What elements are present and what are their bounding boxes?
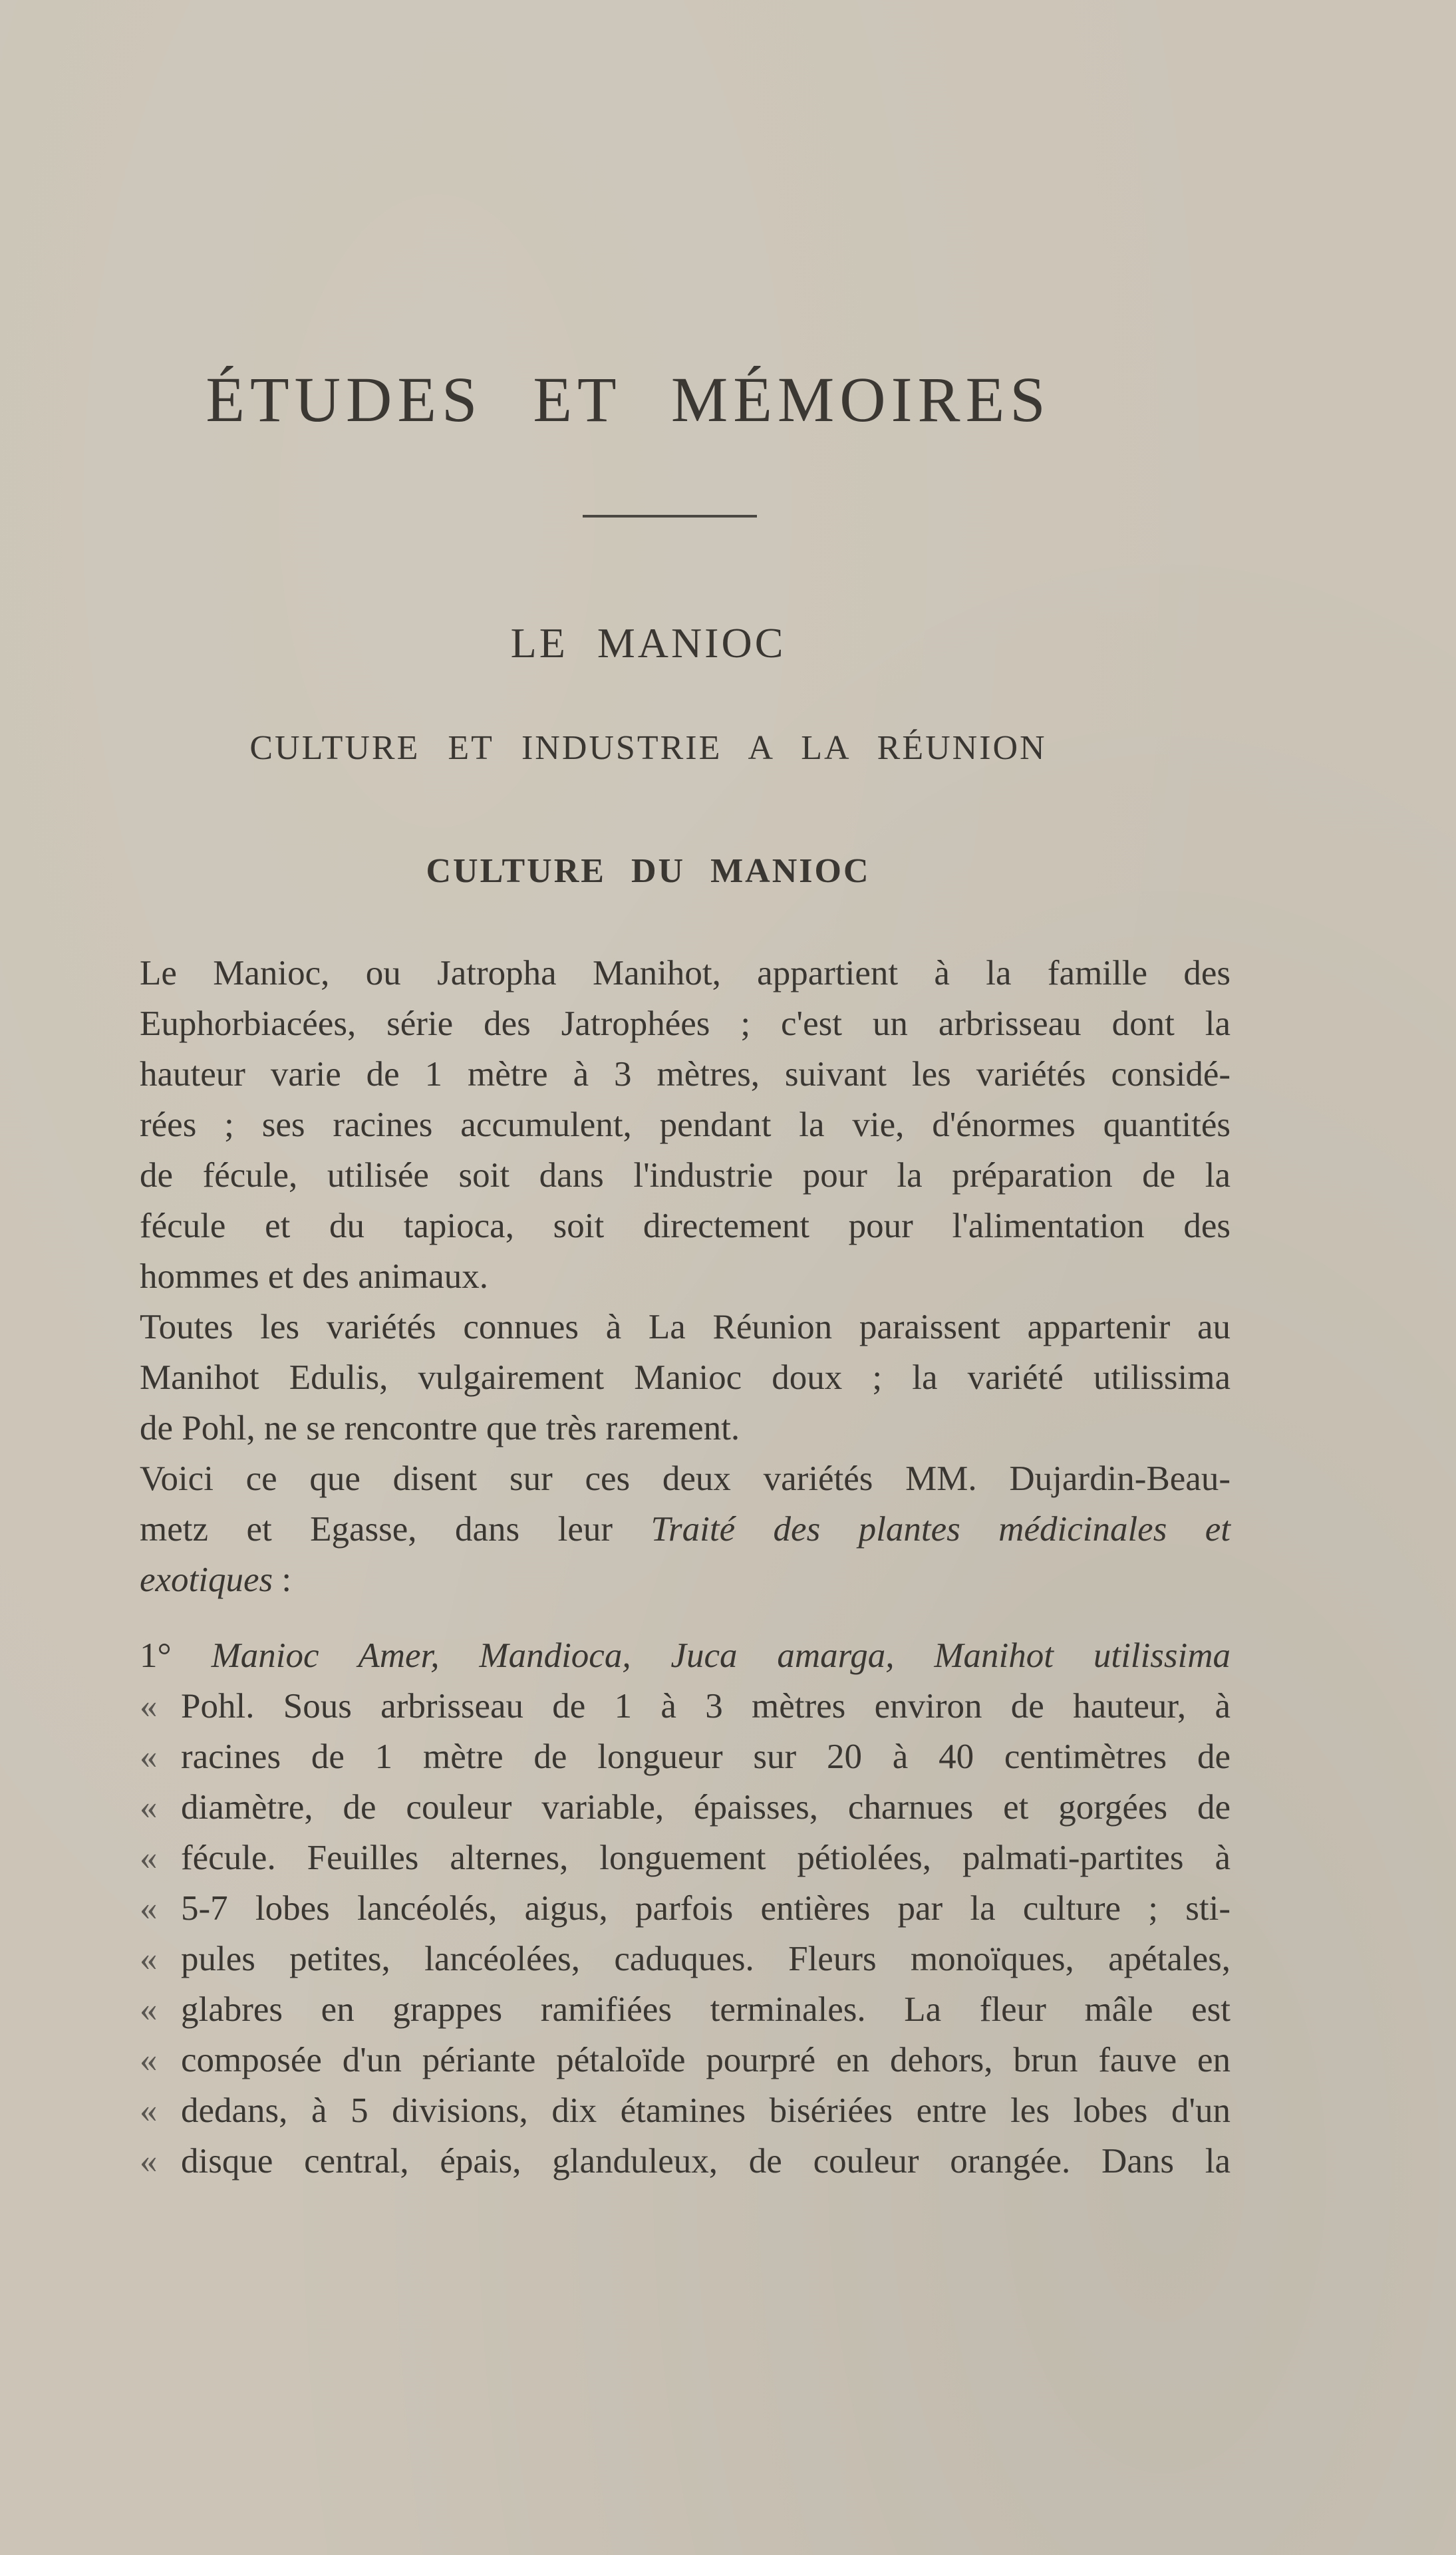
title-rule [583,515,757,518]
text-line [140,1555,1231,1605]
text-line: Manihot Edulis, vulgairement Manioc doux ; la variété utilissima [140,1358,1231,1397]
quotation [140,1630,1231,2186]
book-title-italic: Traité des plantes médicinales et [651,1510,1231,1549]
text-line: Euphorbiacées, série des Jatrophées ; c'est un arbrisseau dont la [140,1004,1231,1043]
quote-line: « disque central, épais, glanduleux, de couleur orangée. Dans la [140,2136,1231,2186]
text-line [140,1504,1231,1555]
list-number: 1° [140,1636,172,1675]
quote-mark: « [140,2041,158,2079]
quote-mark: « [140,1737,158,1776]
section-title: ÉTUDES ET MÉMOIRES [206,364,1051,435]
text-run: : [273,1561,292,1599]
quote-line: « dedans, à 5 divisions, dix étamines bisériées entre les lobes d'un [140,2085,1231,2136]
body-text [140,948,1231,2186]
paragraph-3 [140,1453,1231,1605]
text-line: Voici ce que disent sur ces deux variétés MM. Dujardin-Beau- [140,1459,1231,1498]
quote-mark: « [140,1687,158,1726]
article-title: LE MANIOC [510,619,786,667]
quote-mark: « [140,1990,158,2029]
text-line: de Pohl, ne se rencontre que très rarement. [140,1409,740,1447]
text-run: metz et Egasse, dans leur [140,1510,613,1549]
species-names-italic: Manioc Amer, Mandioca, Juca amarga, Manihot utilissima [211,1636,1231,1675]
text-line: hauteur varie de 1 mètre à 3 mètres, suivant les variétés considé- [140,1055,1231,1094]
quote-line: « Pohl. Sous arbrisseau de 1 à 3 mètres environ de hauteur, à [140,1681,1231,1731]
quote-line: « pules petites, lancéolées, caduques. Fleurs monoïques, apétales, [140,1934,1231,1984]
article-subtitle: CULTURE ET INDUSTRIE A LA RÉUNION [249,729,1047,767]
quote-line: « 5-7 lobes lancéolés, aigus, parfois entières par la culture ; sti- [140,1883,1231,1934]
text-line: Toutes les variétés connues à La Réunion paraissent appartenir au [140,1308,1231,1346]
quote-mark: « [140,2091,158,2130]
paragraph-2 [140,1302,1231,1453]
quote-line: « composée d'un périante pétaloïde pourpré en dehors, brun fauve en [140,2035,1231,2085]
quote-mark: « [140,1889,158,1928]
quote-line: « racines de 1 mètre de longueur sur 20 à 40 centimètres de [140,1731,1231,1782]
quote-mark: « [140,2142,158,2180]
text-line: hommes et des animaux. [140,1257,488,1296]
quote-line: « diamètre, de couleur variable, épaisses, charnues et gorgées de [140,1782,1231,1833]
paragraph-gap [140,1605,1231,1630]
quote-line: « fécule. Feuilles alternes, longuement pétiolées, palmati-partites à [140,1833,1231,1883]
quote-line: « glabres en grappes ramifiées terminales. La fleur mâle est [140,1984,1231,2035]
quote-mark: « [140,1788,158,1827]
text-line: fécule et du tapioca, soit directement pour l'alimentation des [140,1207,1231,1245]
text-line: rées ; ses racines accumulent, pendant la vie, d'énormes quantités [140,1106,1231,1144]
quote-line [140,1630,1231,1681]
text-line: Le Manioc, ou Jatropha Manihot, appartient à la famille des [140,954,1231,992]
quote-mark: « [140,1839,158,1877]
text-line: de fécule, utilisée soit dans l'industrie pour la préparation de la [140,1156,1231,1195]
paragraph-1 [140,948,1231,1302]
book-title-italic: exotiques [140,1561,273,1599]
section-heading: CULTURE DU MANIOC [426,852,871,890]
quote-mark: « [140,1940,158,1978]
